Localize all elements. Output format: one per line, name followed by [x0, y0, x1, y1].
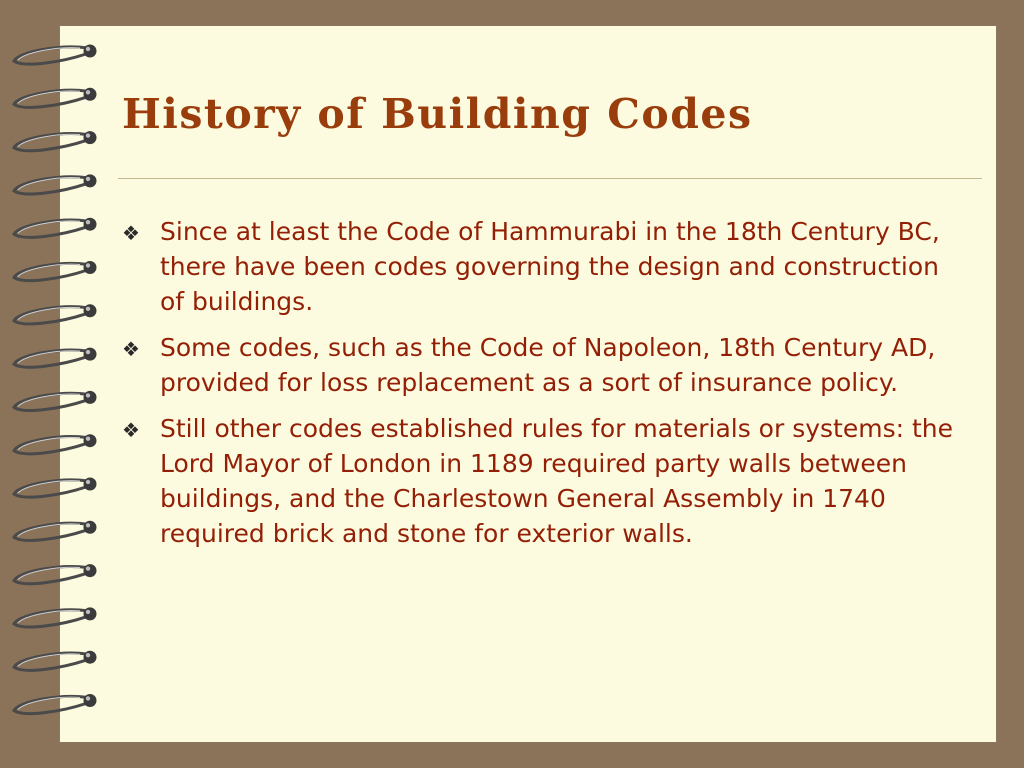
spiral-ring-icon — [14, 218, 97, 238]
spiral-ring-icon — [14, 564, 97, 584]
spiral-ring-icon — [14, 607, 97, 627]
spiral-ring-icon — [14, 478, 97, 498]
spiral-ring-icon — [14, 45, 97, 65]
diamond-bullet-icon: ❖ — [122, 337, 140, 361]
diamond-bullet-icon: ❖ — [122, 221, 140, 245]
bullet-text-2: Some codes, such as the Code of Napoleon, 18th Century AD, provided for loss replacement as a sort of insurance policy. — [160, 333, 936, 397]
bullet-list — [118, 214, 958, 562]
bullet-text-1: Since at least the Code of Hammurabi in the 18th Century BC, there have been codes governing the design and construction of buildings. — [160, 217, 940, 316]
title-divider — [118, 178, 982, 179]
spiral-ring-icon — [14, 174, 97, 194]
spiral-ring-icon — [14, 261, 97, 281]
spiral-binding-icon — [10, 34, 110, 734]
spiral-ring-icon — [14, 391, 97, 411]
spiral-ring-icon — [14, 88, 97, 108]
spiral-ring-icon — [14, 131, 97, 151]
spiral-ring-icon — [14, 521, 97, 541]
slide-title: History of Building Codes — [122, 90, 753, 138]
spiral-ring-icon — [14, 304, 97, 324]
spiral-ring-icon — [14, 348, 97, 368]
bullet-text-3: Still other codes established rules for materials or systems: the Lord Mayor of London in 1189 required party walls between buildings, and the Charlestown General Assembly in 1740 required brick and stone for exterior walls. — [160, 414, 954, 548]
bullet-item-1 — [118, 214, 958, 319]
spiral-ring-icon — [14, 694, 97, 714]
spiral-ring-icon — [14, 434, 97, 454]
notebook-page — [60, 26, 996, 742]
spiral-ring-icon — [14, 651, 97, 671]
bullet-item-2 — [118, 330, 958, 400]
bullet-item-3 — [118, 411, 958, 551]
diamond-bullet-icon: ❖ — [122, 418, 140, 442]
